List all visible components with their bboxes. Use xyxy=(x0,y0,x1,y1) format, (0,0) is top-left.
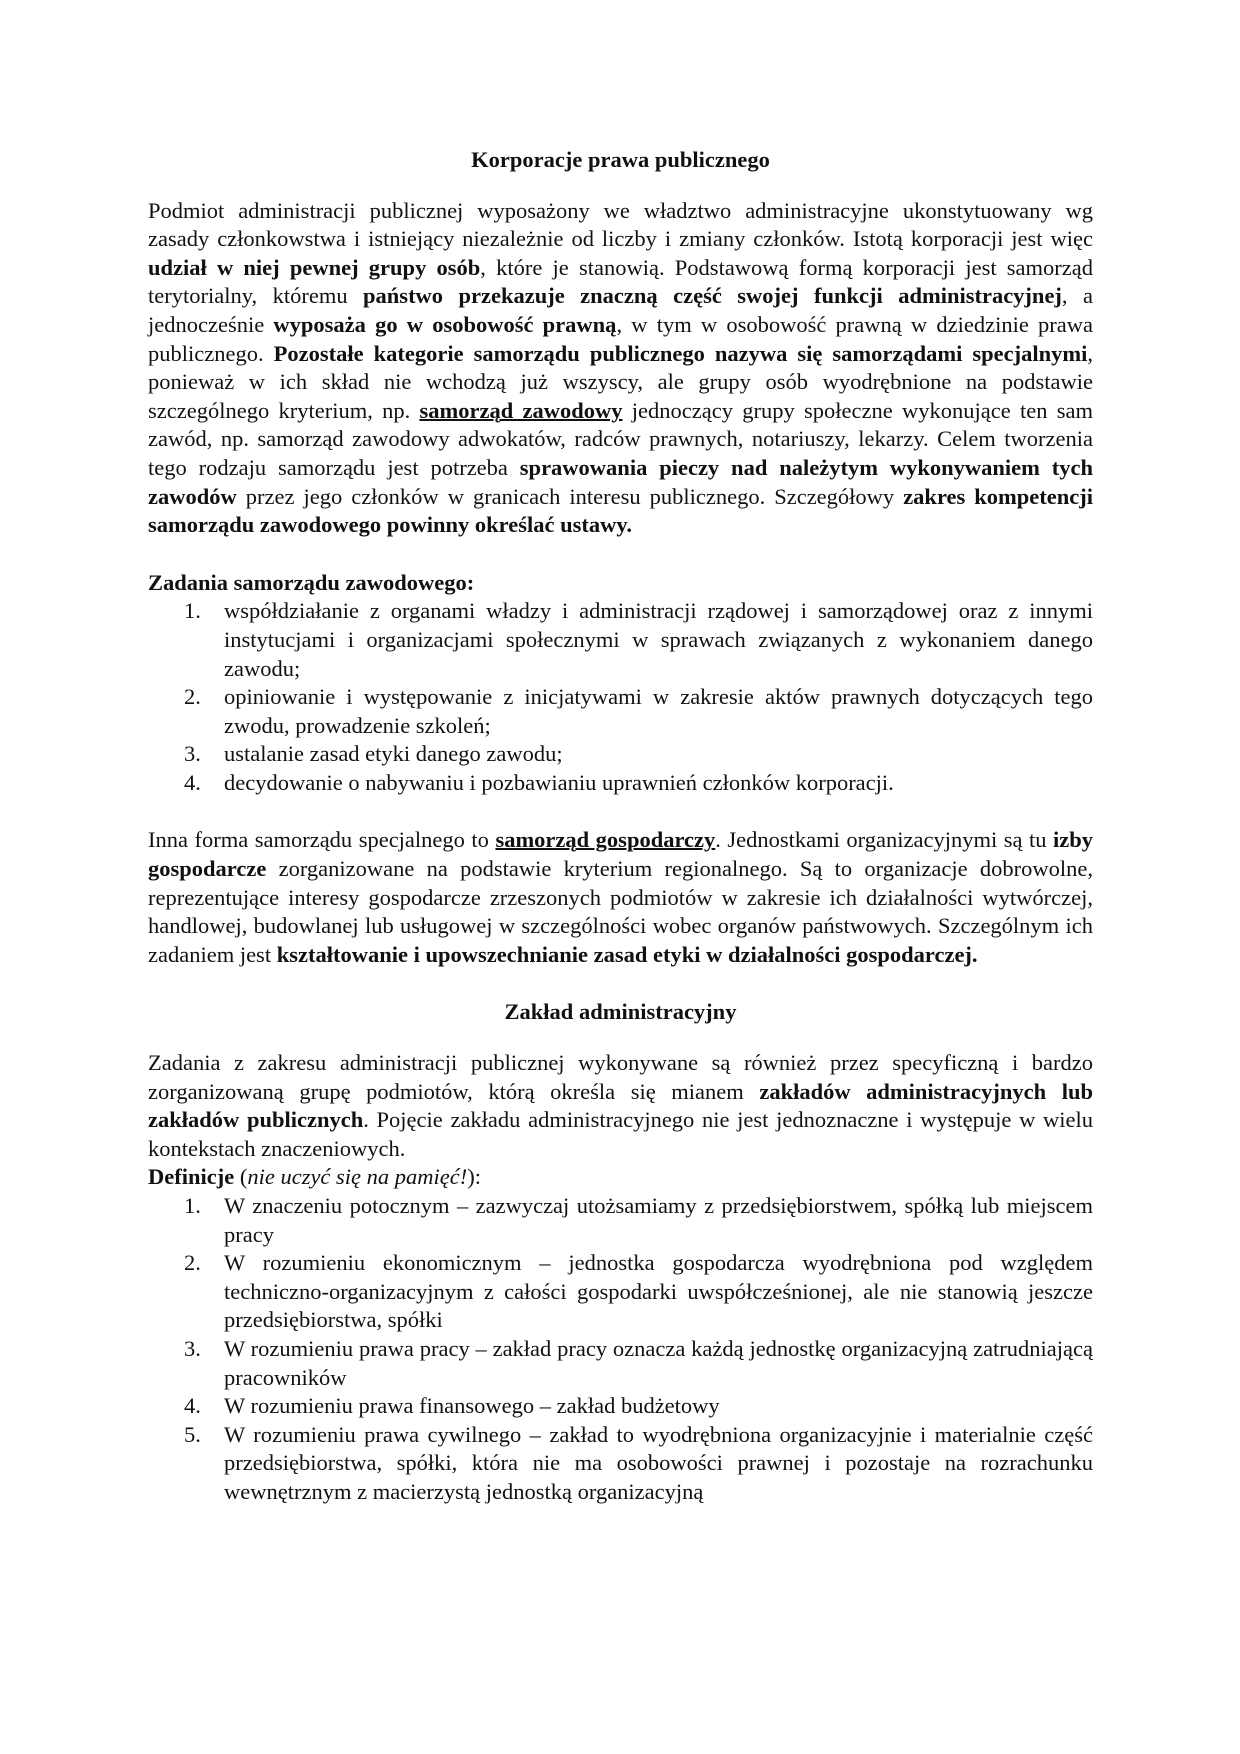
zadania-heading: Zadania samorządu zawodowego: xyxy=(148,569,475,595)
spacer xyxy=(148,797,1093,826)
list-item-text: W rozumieniu ekonomicznym – jednostka gospodarcza wyodrębniona pod względem techniczno-organizacyjnym z całości gospodarki uwspółcześnionej, ale nie stanowią jeszcze przedsiębiorstwa, spółki xyxy=(224,1250,1093,1333)
text-run: ( xyxy=(234,1164,248,1190)
list-item-number: 2. xyxy=(184,1250,201,1276)
list-item-number: 3. xyxy=(184,1335,201,1361)
underlined-run: samorząd zawodowy xyxy=(419,397,623,423)
text-run: ): xyxy=(467,1164,482,1190)
list-item-text: decydowanie o nabywaniu i pozbawianiu uprawnień członków korporacji. xyxy=(224,769,894,795)
list-item xyxy=(148,1421,1093,1507)
paragraph-korporacje xyxy=(148,197,1093,540)
text-run: jednoczący grupy społeczne wykonujące ten sam zawód, np. samorząd zawodowy adwokatów, radców prawnych, notariuszy, lekarzy. Celem tworzenia tego rodzaju samorządu jest potrzeba xyxy=(148,397,1093,480)
list-item xyxy=(148,769,1093,798)
text-run: , w tym w osobowość prawną w dziedzinie prawa publicznego. xyxy=(148,311,1093,366)
definicje-heading xyxy=(148,1163,1093,1192)
list-item-text: ustalanie zasad etyki danego zawodu; xyxy=(224,741,563,767)
bold-run: udział w niej pewnej grupy osób xyxy=(148,254,481,280)
text-run: , ponieważ w ich skład nie wchodzą już wszyscy, ale grupy osób wyodrębnione na podstawie szczególnego kryterium, np. xyxy=(148,340,1093,423)
page-title: Korporacje prawa publicznego xyxy=(471,147,770,172)
text-run: , a jednocześnie xyxy=(148,283,1093,337)
list-item xyxy=(148,740,1093,769)
text-run: Zadania z zakresu administracji publicznej wykonywane są również przez specyficzną i bardzo zorganizowaną grupę podmiotów, którą określa się mianem xyxy=(148,1050,1093,1104)
list-item-number: 1. xyxy=(184,1193,201,1218)
bold-run: izby gospodarcze xyxy=(148,827,1093,882)
bold-run: Pozostałe kategorie samorządu publicznego nazywa się samorządami specjalnymi xyxy=(273,340,1088,366)
text-run: . Jednostkami organizacyjnymi są tu xyxy=(715,827,1053,853)
list-item-text: W rozumieniu prawa pracy – zakład pracy oznacza każdą jednostkę organizacyjną zatrudniającą pracowników xyxy=(224,1335,1093,1390)
list-item-number: 4. xyxy=(184,1393,201,1419)
list-item xyxy=(148,1335,1093,1392)
bold-run: zakładów administracyjnych lub zakładów publicznych xyxy=(148,1078,1094,1133)
section-title: Zakład administracyjny xyxy=(504,999,737,1025)
list-item-text: W rozumieniu prawa cywilnego – zakład to wyodrębniona organizacyjnie i materialnie część przedsiębiorstwa, spółki, która nie ma osobowości prawnej i pozostaje na rozrachunku wewnętrznym z macierzystą jednostką organizacyjną xyxy=(224,1421,1093,1504)
list-item-number: 4. xyxy=(184,769,201,795)
bold-underlined-run xyxy=(420,398,623,423)
text-run: zorganizowane na podstawie kryterium regionalnego. Są to organizacje dobrowolne, reprezentujące interesy gospodarcze zrzeszonych podmiotów w zakresie ich działalności wytwórczej, handlowej, budowlanej lub usługowej w szczególności wobec organów państwowych. Szczególnym ich zadaniem jest xyxy=(148,856,1093,967)
underlined-run: samorząd gospodarczy xyxy=(495,827,716,853)
text-run: , które je stanowią. Podstawową formą korporacji jest samorząd terytorialny, któremu xyxy=(148,254,1093,309)
list-item xyxy=(148,1249,1093,1335)
bold-run: wyposaża go w osobowość prawną xyxy=(273,311,617,337)
list-item-text: W rozumieniu prawa finansowego – zakład budżetowy xyxy=(224,1393,720,1419)
text-run: . Pojęcie zakładu administracyjnego nie jest jednoznaczne i występuje w wielu kontekstach znaczeniowych. xyxy=(148,1107,1093,1161)
list-item xyxy=(148,1392,1093,1421)
zadania-list xyxy=(148,597,1093,797)
paragraph-samorzad-gospodarczy xyxy=(148,826,1093,969)
bold-run: zakres kompetencji samorządu zawodowego powinny określać ustawy. xyxy=(148,483,1093,538)
bold-underlined-run xyxy=(495,827,715,852)
list-item-text: opiniowanie i występowanie z inicjatywami w zakresie aktów prawnych dotyczących tego zwodu, prowadzenie szkoleń; xyxy=(224,684,1093,738)
spacer xyxy=(148,540,1093,569)
list-item-number: 3. xyxy=(184,741,201,767)
list-item-text: W znaczeniu potocznym – zazwyczaj utożsamiamy z przedsiębiorstwem, spółką lub miejscem pracy xyxy=(224,1193,1093,1247)
spacer xyxy=(148,175,1093,197)
list-item xyxy=(148,597,1093,683)
list-item-text: współdziałanie z organami władzy i administracji rządowej i samorządowej oraz z innymi instytucjami i organizacjami społecznymi w sprawach związanych z wykonaniem danego zawodu; xyxy=(224,598,1093,681)
text-run: przez jego członków w granicach interesu publicznego. Szczegółowy xyxy=(236,483,904,509)
list-item-number: 1. xyxy=(184,598,201,624)
bold-run: państwo przekazuje znaczną część swojej funkcji administracyjnej xyxy=(363,283,1062,309)
definicje-label: Definicje xyxy=(148,1164,235,1190)
list-item-number: 5. xyxy=(184,1421,201,1447)
text-run: Inna forma samorządu specjalnego to xyxy=(148,827,496,853)
list-item-number: 2. xyxy=(184,684,201,710)
definicje-list xyxy=(148,1192,1093,1507)
text-run: Podmiot administracji publicznej wyposażony we władztwo administracyjne ukonstytuowany wg zasady członkowstwa i istniejący niezależnie od liczby i zmiany członków. Istotą korporacji jest więc xyxy=(148,197,1093,252)
document-page xyxy=(148,146,1093,1507)
paragraph-zaklad xyxy=(148,1049,1093,1163)
bold-run: kształtowanie i upowszechnianie zasad etyki w działalności gospodarczej. xyxy=(276,941,978,967)
spacer xyxy=(148,1027,1093,1049)
definicje-note: nie uczyć się na pamięć! xyxy=(247,1164,468,1190)
list-item xyxy=(148,1192,1093,1249)
list-item xyxy=(148,683,1093,740)
bold-run: sprawowania pieczy nad należytym wykonywaniem tych zawodów xyxy=(148,454,1093,509)
spacer xyxy=(148,969,1093,998)
